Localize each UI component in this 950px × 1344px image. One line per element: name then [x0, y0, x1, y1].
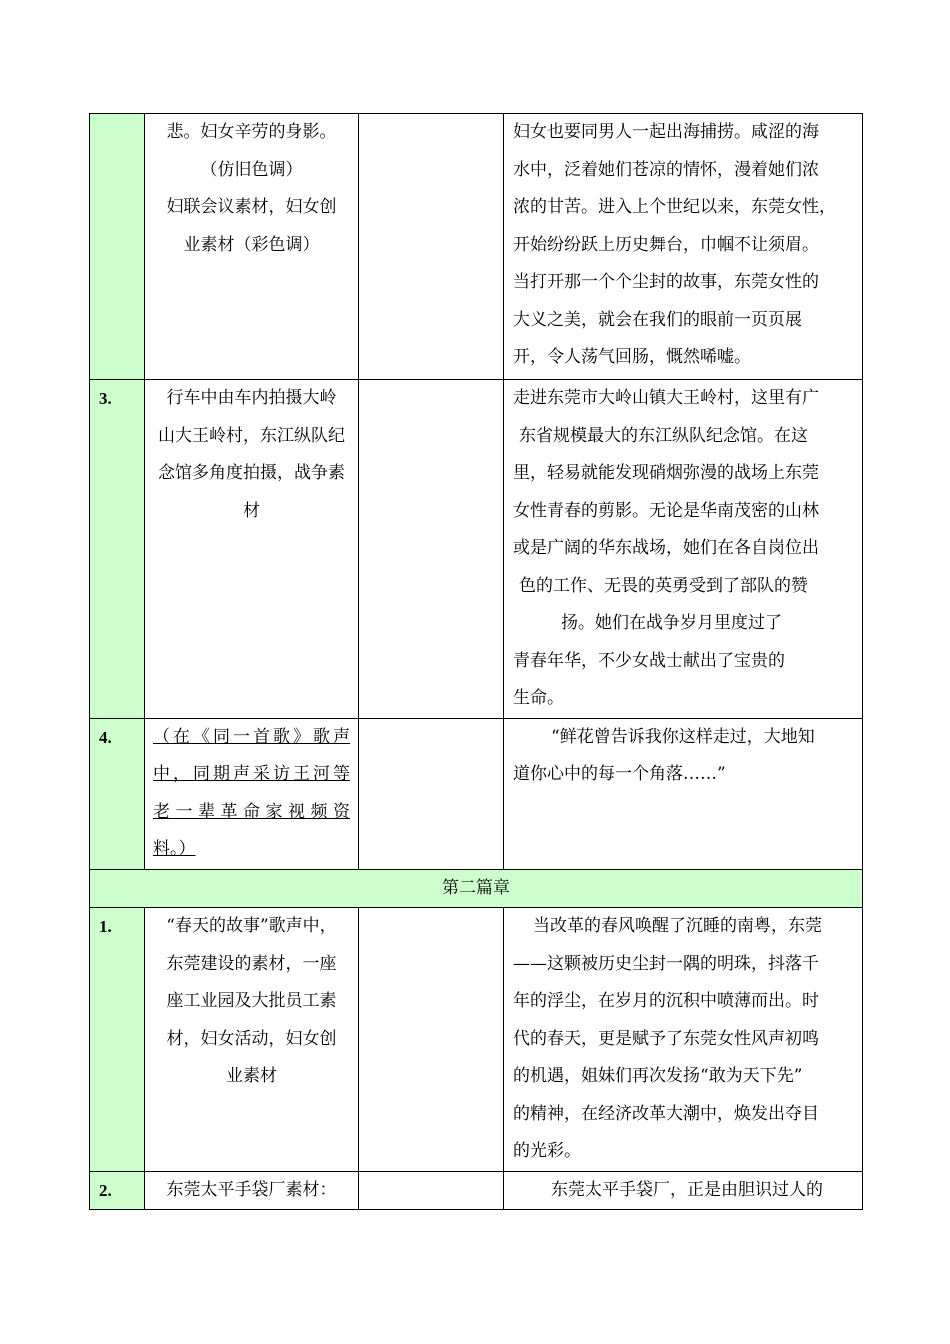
narration-cell: [504, 718, 863, 869]
empty-cell: [359, 380, 504, 719]
narration-line: 色的工作、无畏的英勇受到了部队的赞: [519, 575, 808, 596]
visual-cell: [145, 718, 359, 869]
chapter-title: 第二篇章: [90, 869, 863, 908]
narration-line: 的光彩。: [513, 1141, 581, 1161]
narration-cell: [504, 380, 863, 719]
visual-line: 念馆多角度拍摄，战争素: [158, 463, 345, 483]
narration-line: 浓的甘苦。进入上个世纪以来，东莞女性，: [513, 197, 836, 217]
visual-line: 材，妇女活动，妇女创: [166, 1028, 337, 1049]
script-table: [89, 113, 863, 1210]
narration-line: 扬。她们在战争岁月里度过了: [561, 613, 782, 633]
narration-line: 里，轻易就能发现硝烟弥漫的战场上东莞: [513, 463, 819, 483]
table-row: [90, 908, 863, 1172]
narration-line: 或是广阔的华东战场，她们在各自岗位出: [513, 538, 819, 558]
visual-line: （在《同一首歌》歌声: [153, 726, 350, 747]
table-row: [90, 380, 863, 719]
row-number: 1.: [90, 908, 145, 1172]
visual-line: 行车中由车内拍摄大岭: [166, 388, 337, 408]
narration-line: 大义之美，就会在我们的眼前一页页展: [513, 309, 802, 330]
narration-line: 生命。: [513, 688, 564, 708]
visual-cell: [145, 1171, 359, 1210]
visual-line: 料。）: [153, 839, 196, 859]
narration-line: 女性青春的剪影。无论是华南茂密的山林: [513, 500, 819, 521]
visual-line: 悲。妇女辛劳的身影。: [166, 122, 337, 142]
narration-cell: [504, 1171, 863, 1210]
row-number: 2.: [90, 1171, 145, 1210]
table-row: [90, 114, 863, 380]
narration-line: 开，令人荡气回肠，慨然唏嘘。: [513, 347, 751, 367]
narration-line: 道你心中的每一个角落……”: [513, 764, 726, 784]
empty-cell: [359, 114, 504, 380]
row-number: 3.: [90, 380, 145, 719]
visual-cell: [145, 380, 359, 719]
visual-line: “春天的故事”歌声中，: [166, 916, 337, 936]
visual-line: 中，同期声采访王河等: [153, 764, 350, 784]
chapter-row: [90, 869, 863, 908]
table-row: [90, 1171, 863, 1210]
visual-line: 山大王岭村，东江纵队纪: [158, 425, 345, 446]
visual-line: 东莞太平手袋厂素材：: [166, 1179, 337, 1200]
visual-line: 座工业园及大批员工素: [166, 991, 337, 1011]
narration-cell: [504, 114, 863, 380]
visual-cell: [145, 114, 359, 380]
empty-cell: [359, 718, 504, 869]
narration-line: 当改革的春风唤醒了沉睡的南粤，东莞: [533, 916, 822, 936]
visual-cell: [145, 908, 359, 1172]
narration-line: 东省规模最大的东江纵队纪念馆。在这: [519, 425, 808, 446]
narration-line: 年的浮尘，在岁月的沉积中喷薄而出。时: [513, 991, 819, 1011]
table-row: [90, 718, 863, 869]
visual-line: （仿旧色调）: [200, 159, 303, 180]
narration-line: ——这颗被历史尘封一隅的明珠，抖落千: [513, 953, 819, 974]
narration-line: 东莞太平手袋厂，正是由胆识过人的: [551, 1179, 823, 1200]
visual-line: 妇联会议素材，妇女创: [166, 197, 337, 217]
narration-line: 妇女也要同男人一起出海捕捞。咸涩的海: [513, 122, 819, 142]
narration-line: 的机遇，姐妹们再次发扬“敢为天下先”: [513, 1066, 803, 1086]
narration-line: 青春年华，不少女战士献出了宝贵的: [513, 650, 785, 671]
visual-line: 东莞建设的素材，一座: [166, 953, 337, 974]
narration-line: 开始纷纷跃上历史舞台，巾帼不让须眉。: [513, 234, 819, 255]
empty-cell: [359, 908, 504, 1172]
narration-cell: [504, 908, 863, 1172]
visual-line: 老一辈革命家视频资: [153, 801, 350, 822]
narration-line: 走进东莞市大岭山镇大王岭村，这里有广: [513, 388, 819, 408]
visual-line: 材: [243, 500, 260, 521]
visual-line: 业素材（彩色调）: [183, 234, 320, 255]
narration-line: “鲜花曾告诉我你这样走过，大地知: [551, 726, 815, 747]
narration-line: 的精神，在经济改革大潮中，焕发出夺目: [513, 1103, 819, 1124]
empty-cell: [359, 1171, 504, 1210]
row-number: 4.: [90, 718, 145, 869]
narration-line: 当打开那一个个尘封的故事，东莞女性的: [513, 272, 819, 292]
visual-line: 业素材: [226, 1066, 277, 1086]
narration-line: 水中，泛着她们苍凉的情怀，漫着她们浓: [513, 159, 819, 180]
row-number: [90, 114, 145, 380]
narration-line: 代的春天，更是赋予了东莞女性风声初鸣: [513, 1028, 819, 1049]
